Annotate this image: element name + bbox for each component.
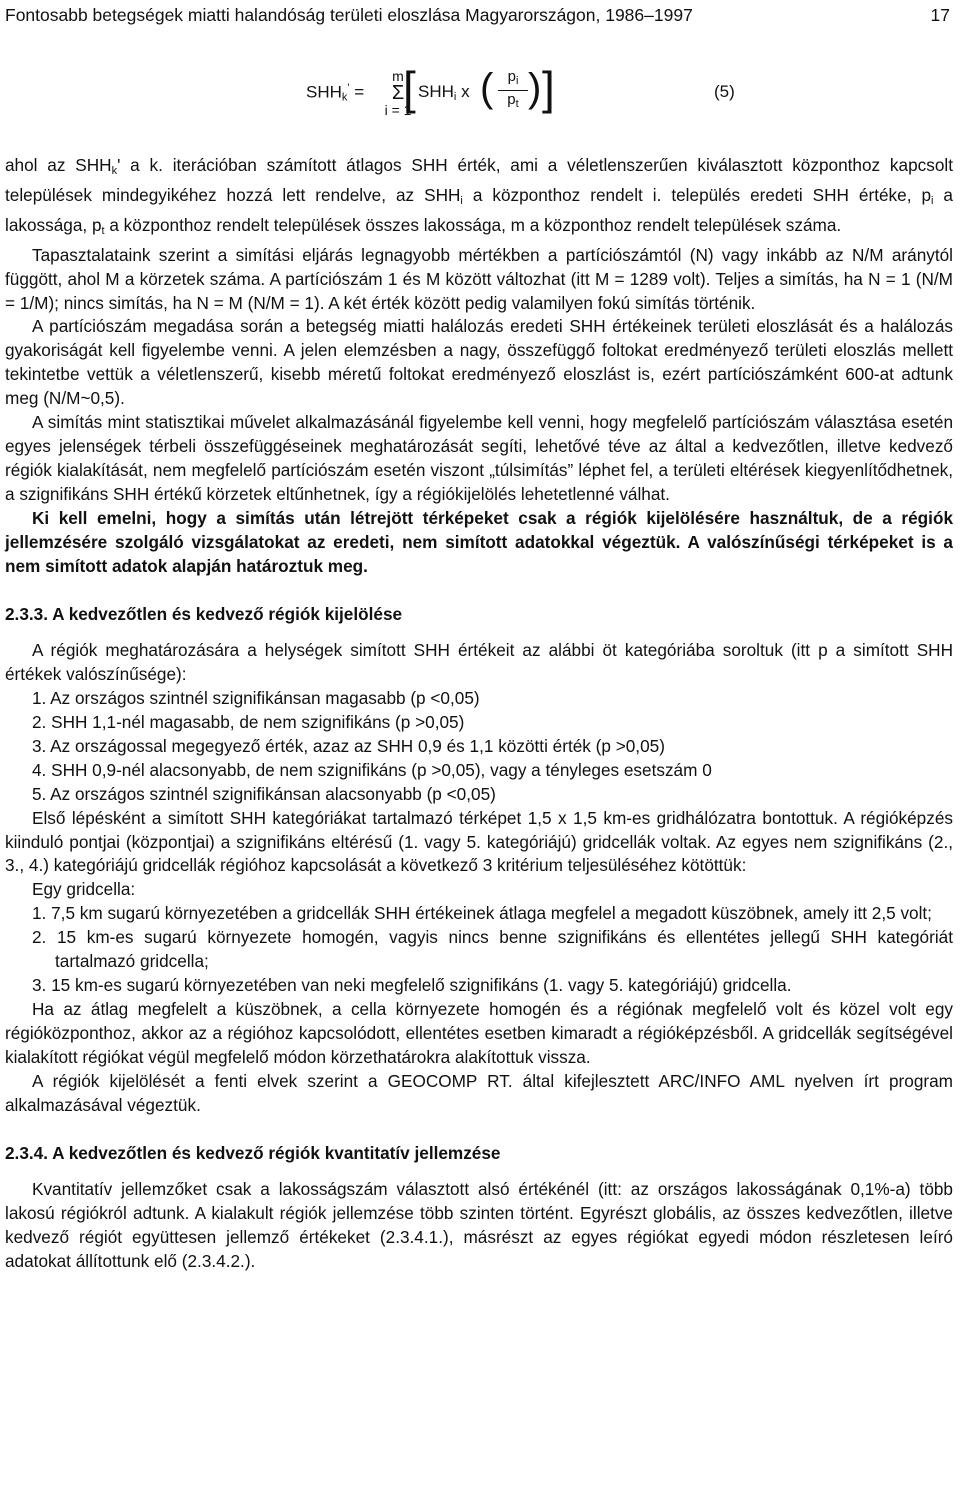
equation-5 (306, 54, 926, 130)
formula-lhs: $SHH_k'$ = (306, 82, 365, 104)
paragraph: Első lépésként a simított SHH kategóriákat tartalmazó térképet 1,5 x 1,5 km-es gridhálózatra bontottuk. A régióképzés kiinduló pontjai (központjai) a szignifikáns eltérésű (1. vagy 5. kategóriájú) gridcellák voltak. Az egyes nem szignifikáns (2., 3., 4.) kategóriájú gridcellák régióhoz kapcsolását a következő 3 kritérium teljesüléséhez kötöttük: (5, 807, 953, 876)
list-item: 1. Az országos szintnél szignifikánsan magasabb (p <0,05) (32, 688, 480, 709)
paragraph: Kvantitatív jellemzőket csak a lakosságszám választott alsó értékénél (itt: az országos lakosságának 0,1%-a) több lakosú régiókról adtunk. A kialakult régiók jellemzése több szinten történt. Egyrészt globális, az összes kedvezőtlen, illetve kedvező régiót együttesen jellemző értékeket (2.3.4.1.), másrészt az egyes régiókat egyedi módon részletesen leíró adatokat állítottunk elő (2.3.4.2.). (5, 1179, 953, 1272)
list-item: 3. 15 km-es sugarú környezetében van neki megfelelő szignifikáns (1. vagy 5. kategóriájú) gridcella. (32, 975, 792, 995)
list-item: 5. Az országos szintnél szignifikánsan alacsonyabb (p <0,05) (32, 783, 496, 804)
running-title: Fontosabb betegségek miatti halandóság területi eloszlása Magyarországon, 1986–1997 (5, 5, 693, 25)
paragraph-emphasis: Ki kell emelni, hogy a simítás után létrejött térképeket csak a régiók kijelölésére használtuk, de a régiók jellemzésére szolgáló vizsgálatokat az eredeti, nem simított adatokkal végeztük. A valószínűségi térképeket is a nem simított adatok alapján határoztuk meg. (5, 507, 953, 576)
section-heading-2-3-3: 2.3.3. A kedvezőtlen és kedvező régiók kijelölése (5, 604, 403, 625)
close-bracket: ] (542, 62, 555, 114)
formula-inner-term: $SHH_i$ x (418, 82, 470, 103)
paragraph: Ha az átlag megfelelt a küszöbnek, a cella környezete homogén és a régiónak megfelelő volt és közel volt egy régióközponthoz, akkor az a régióhoz kapcsolódott, ellentétes esetben kimaradt a régióképzésből. A gridcellák segítségével kialakított régiókat végül megfelelő módon körzethatárokra alakítottuk vissza. (5, 998, 953, 1067)
paragraph: A régiók kijelölését a fenti elvek szerint a GEOCOMP RT. által kifejlesztett ARC/INFO AML nyelven írt program alkalmazásával végeztük. (5, 1070, 953, 1115)
fraction (498, 68, 528, 113)
list-item: 2. 15 km-es sugarú környezete homogén, vagyis nincs benne szignifikáns és ellentétes jellegű SHH kategóriát tartalmazó gridcella; (32, 927, 953, 972)
list-item: 4. SHH 0,9-nél alacsonyabb, de nem szignifikáns (p >0,05), vagy a tényleges esetszám 0 (32, 759, 712, 780)
page-number: 17 (930, 5, 950, 25)
fraction-denominator: $p_t$ (507, 91, 519, 110)
list-item: 1. 7,5 km sugarú környezetében a gridcellák SHH értékeinek átlaga megfelel a megadott küszöbnek, amely itt 2,5 volt; (32, 903, 932, 924)
paragraph: A partíciószám megadása során a betegség miatti halálozás eredeti SHH értékeinek területi eloszlását és a halálozás gyakoriságát kell figyelembe venni. A jelen elemzésben a nagy, összefüggő foltokat eredményező területi eloszlás mellett tekintetbe vettük a véletlenszerű, kisebb méretű foltokat eredményező eloszlást is, ezért partíciószámként 600-at adtunk meg (N/M~0,5). (5, 316, 953, 409)
paragraph: Tapasztalataink szerint a simítási eljárás legnagyobb mértékben a partíciószámtól (N) vagy inkább az N/M aránytól függött, ahol M a körzetek száma. A partíciószám 1 és M között változhat (itt M = 1289 volt). Teljes a simítás, ha N = 1 (N/M = 1/M); nincs simítás, ha N = M (N/M = 1). A két érték között pedig valamilyen fokú simítás történik. (5, 244, 953, 313)
page-header (5, 4, 950, 28)
sum-upper-limit: m (392, 68, 404, 84)
paragraph: Egy gridcella: (32, 879, 136, 900)
list-item: 2. SHH 1,1-nél magasabb, de nem szignifikáns (p >0,05) (32, 712, 465, 733)
paragraph: A simítás mint statisztikai művelet alkalmazásánál figyelembe kell venni, hogy megfelelő partíciószám választása esetén egyes jelenségek térbeli összefüggéseinek meghatározását segíti, lehetővé téve az által a kedvezőtlen, illetve kedvező régiók kialakítását, nem megfelelő partíciószám esetén viszont „túlsimítás” léphet fel, a területi eltérések kiegyenlítődhetnek, a szignifikáns SHH értékű körzetek eltűnhetnek, így a régiókijelölés lehetetlenné válhat. (5, 412, 953, 504)
sigma-symbol: Σ (391, 82, 405, 104)
paragraph-definitions: ahol az $SHH_k'$ a k. iterációban számított átlagos SHH érték, ami a véletlenszerűen kiválasztott központhoz kapcsolt települések mindegyikéhez hozzá lett rendelve, az $SHH_i$ a központhoz rendelt i. település eredeti SHH értéke, $p_i$ a lakossága, $p_t$ a központhoz rendelt települések összes lakossága, m a központhoz rendelt települések száma. (5, 155, 953, 237)
sum-lower-limit: i = 1 (384, 102, 412, 118)
section-heading-2-3-4: 2.3.4. A kedvezőtlen és kedvező régiók kvantitatív jellemzése (5, 1143, 501, 1164)
equation-number: (5) (714, 82, 735, 101)
open-bracket: [ (403, 62, 416, 114)
open-paren: ( (480, 66, 494, 110)
close-paren: ) (528, 66, 542, 110)
list-item: 3. Az országossal megegyező érték, azaz az SHH 0,9 és 1,1 közötti érték (p >0,05) (32, 735, 665, 756)
fraction-numerator: $p_i$ (498, 68, 528, 91)
body-text (5, 154, 953, 1274)
paragraph: A régiók meghatározására a helységek simított SHH értékeit az alábbi öt kategóriába soroltuk (itt p a simított SHH értékek valószínűsége): (5, 640, 953, 685)
